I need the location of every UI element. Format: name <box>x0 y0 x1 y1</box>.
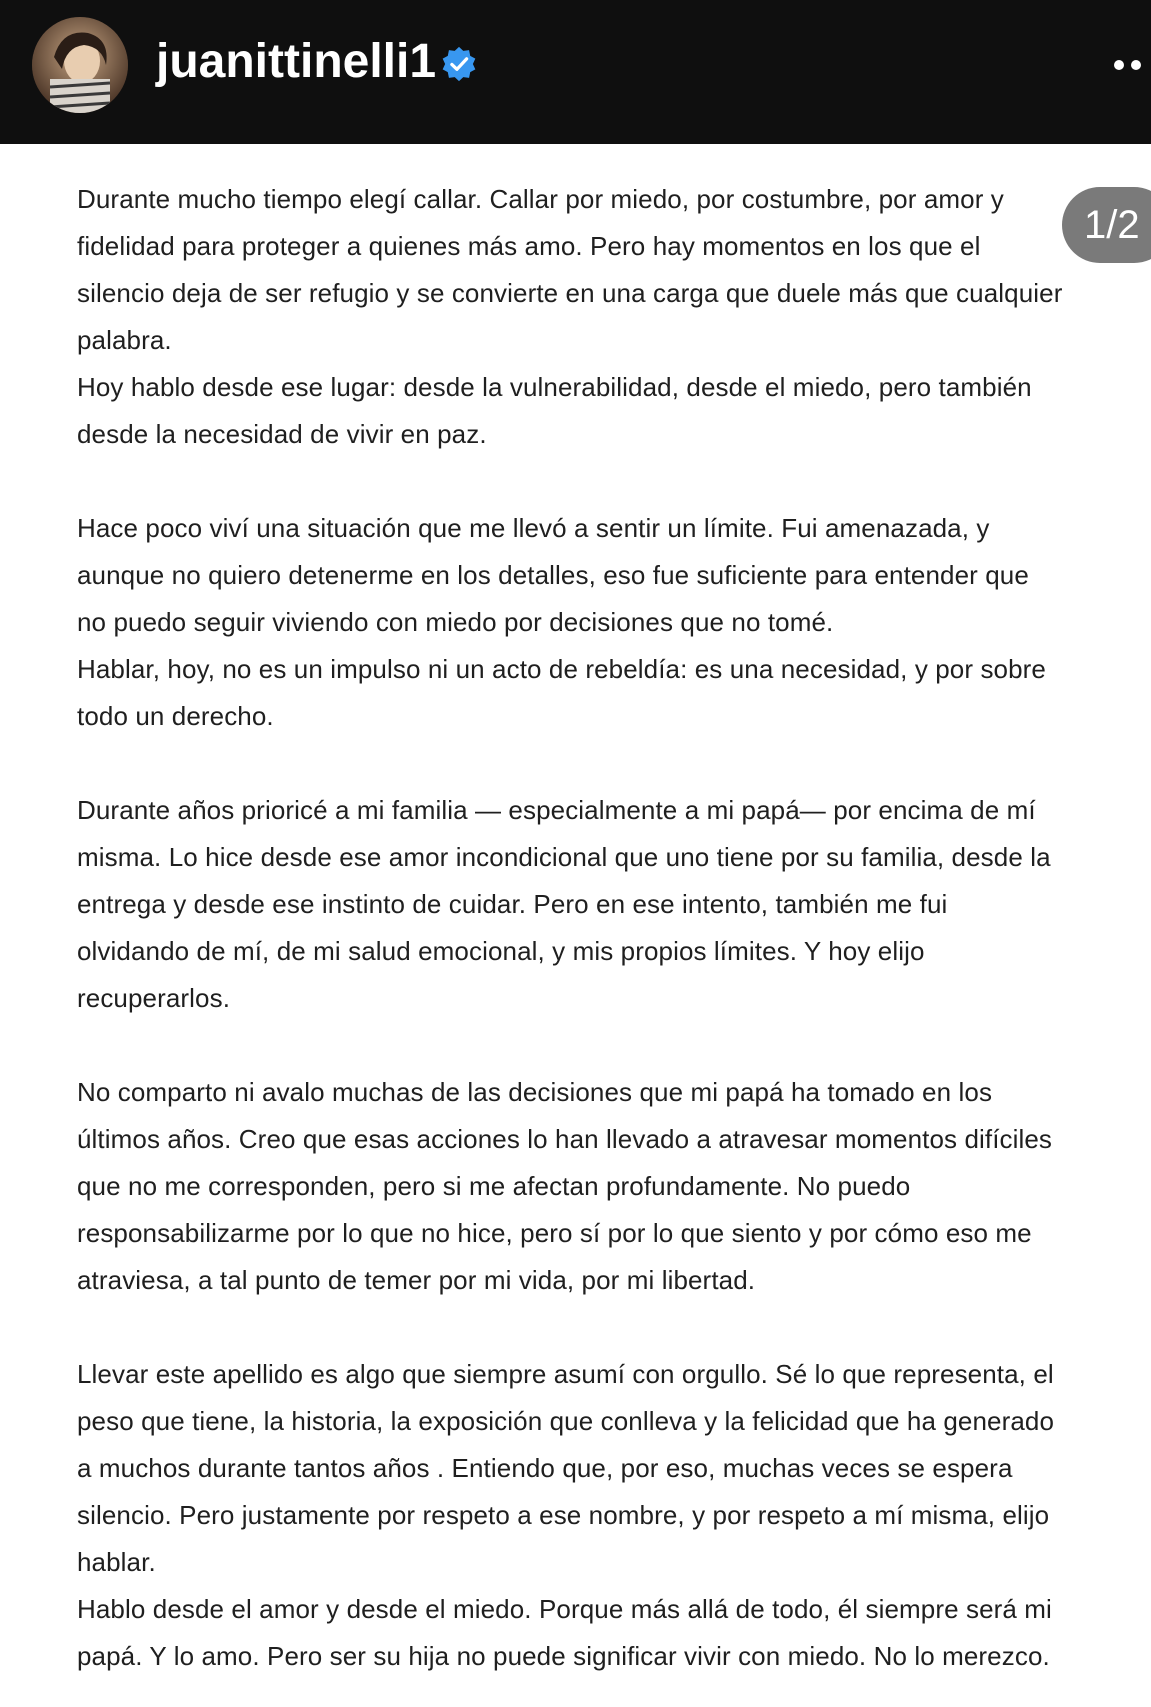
text-line: Hablar, hoy, no es un impulso ni un acto de rebeldía: es una necesidad, y por sobre <box>77 654 1046 684</box>
paragraph-gap <box>77 458 1117 505</box>
text-line: Hablo desde el amor y desde el miedo. Porque más allá de todo, él siempre será mi <box>77 1594 1052 1624</box>
paragraph-gap <box>77 1022 1117 1069</box>
paragraph-3 <box>77 787 1117 1022</box>
text-line: desde la necesidad de vivir en paz. <box>77 419 487 449</box>
text-line: Durante años prioricé a mi familia — especialmente a mi papá— por encima de mí <box>77 795 1036 825</box>
text-line: a muchos durante tantos años . Entiendo que, por eso, muchas veces se espera <box>77 1453 1013 1483</box>
text-line: Hace poco viví una situación que me llevó a sentir un límite. Fui amenazada, y <box>77 513 990 543</box>
text-line: todo un derecho. <box>77 701 274 731</box>
text-line: últimos años. Creo que esas acciones lo han llevado a atravesar momentos difíciles <box>77 1124 1053 1154</box>
paragraph-gap <box>77 1304 1117 1351</box>
text-line: misma. Lo hice desde ese amor incondicional que uno tiene por su familia, desde la <box>77 842 1051 872</box>
text-line: Hoy hablo desde ese lugar: desde la vulnerabilidad, desde el miedo, pero también <box>77 372 1032 402</box>
paragraph-gap <box>77 740 1117 787</box>
text-line: entrega y desde ese instinto de cuidar. Pero en ese intento, también me fui <box>77 889 948 919</box>
text-line: silencio deja de ser refugio y se convierte en una carga que duele más que cualquier <box>77 278 1063 308</box>
more-dot <box>1114 60 1124 70</box>
text-line: que no me corresponden, pero si me afectan profundamente. No puedo <box>77 1171 911 1201</box>
text-line: fidelidad para proteger a quienes más amo. Pero hay momentos en los que el <box>77 231 981 261</box>
text-line: aunque no quiero detenerme en los detalles, eso fue suficiente para entender que <box>77 560 1029 590</box>
text-line: responsabilizarme por lo que no hice, pero sí por lo que siento y por cómo eso me <box>77 1218 1032 1248</box>
text-line: atraviesa, a tal punto de temer por mi vida, por mi libertad. <box>77 1265 756 1295</box>
text-line: palabra. <box>77 325 172 355</box>
text-line: No comparto ni avalo muchas de las decisiones que mi papá ha tomado en los <box>77 1077 993 1107</box>
text-line: no puedo seguir viviendo con miedo por decisiones que no tomé. <box>77 607 834 637</box>
paragraph-4 <box>77 1069 1117 1304</box>
paragraph-1 <box>77 176 1117 458</box>
text-line: Llevar este apellido es algo que siempre asumí con orgullo. Sé lo que representa, el <box>77 1359 1054 1389</box>
text-line: papá. Y lo amo. Pero ser su hija no puede significar vivir con miedo. No lo merezco. <box>77 1641 1050 1671</box>
paragraph-2 <box>77 505 1117 740</box>
username[interactable]: juanittinelli1 <box>156 35 437 88</box>
text-line: olvidando de mí, de mi salud emocional, y mis propios límites. Y hoy elijo <box>77 936 925 966</box>
text-line: hablar. <box>77 1547 156 1577</box>
text-line: recuperarlos. <box>77 983 231 1013</box>
post-header <box>0 0 1151 144</box>
text-line: peso que tiene, la historia, la exposición que conlleva y la felicidad que ha generado <box>77 1406 1055 1436</box>
profile-avatar[interactable] <box>32 17 128 113</box>
post-text <box>77 176 1117 1680</box>
verified-badge-icon <box>440 45 478 83</box>
more-dot <box>1131 60 1141 70</box>
text-line: silencio. Pero justamente por respeto a ese nombre, y por respeto a mí misma, elijo <box>77 1500 1050 1530</box>
text-line: Durante mucho tiempo elegí callar. Callar por miedo, por costumbre, por amor y <box>77 184 1004 214</box>
more-options-icon[interactable] <box>1114 54 1151 74</box>
carousel-counter: 1/2 <box>1062 187 1151 263</box>
paragraph-5 <box>77 1351 1117 1680</box>
